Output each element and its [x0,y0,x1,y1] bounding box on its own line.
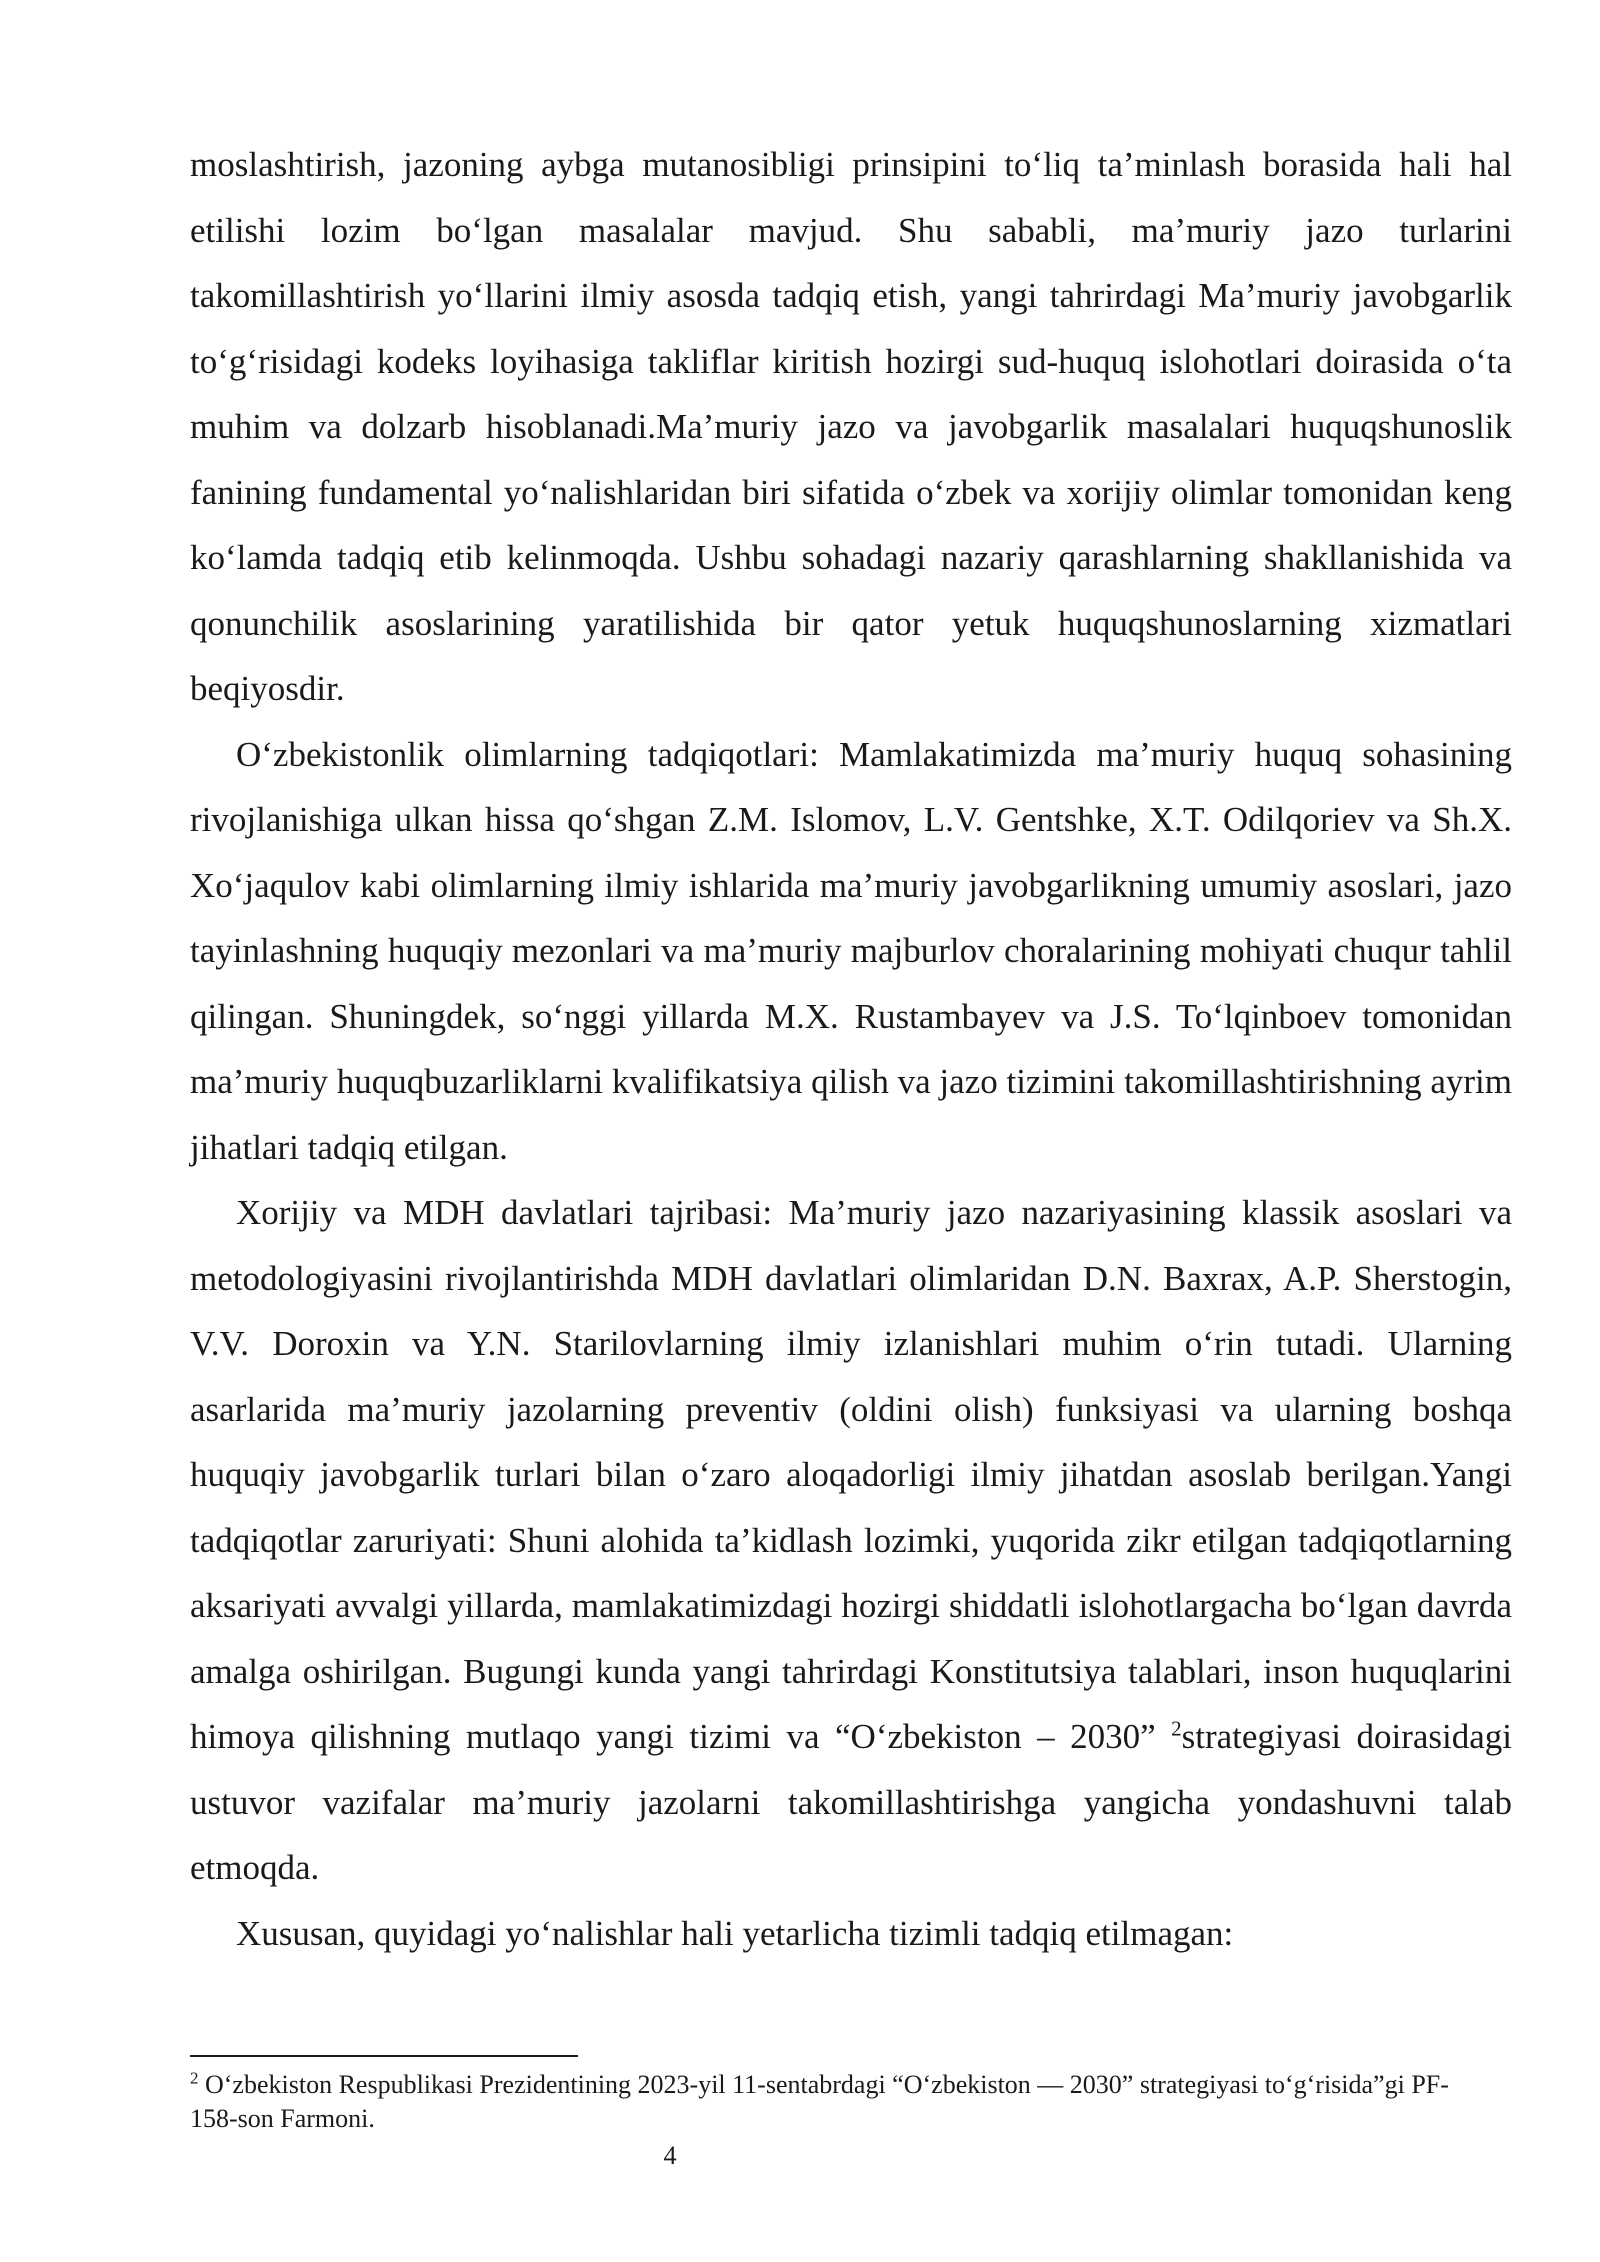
paragraph-uzbek-scholars: O‘zbekistonlik olimlarning tadqiqotlari: Mamlakatimizda ma’muriy huquq sohasining rivojlanishiga ulkan hissa qo‘shgan Z.M. Islomov, L.V. Gentshke, X.T. Odilqoriev va Sh.X. Xo‘jaqulov kabi olimlarning ilmiy ishlarida ma’muriy javobgarlikning umumiy asoslari, jazo tayinlashning huquqiy mezonlari va ma’muriy majburlov choralarining mohiyati chuqur tahlil qilingan. Shuningdek, so‘nggi yillarda M.X. Rustambayev va J.S. To‘lqinboev tomonidan ma’muriy huquqbuzarliklarni kvalifikatsiya qilish va jazo tizimini takomillashtirishning ayrim jihatlari tadqiq etilgan. [190,734,1512,1167]
paragraph-continuation: moslashtirish, jazoning aybga mutanosibligi prinsipini to‘liq ta’minlash borasida hali hal etilishi lozim bo‘lgan masalalar mavjud. Shu sababli, ma’muriy jazo turlarini takomillashtirish yo‘llarini ilmiy asosda tadqiq etish, yangi tahrirdagi Ma’muriy javobgarlik to‘g‘risidagi kodeks loyihasiga takliflar kiritish hozirgi sud-huquq islohotlari doirasida o‘ta muhim va dolzarb hisoblanadi.Ma’muriy jazo va javobgarlik masalalari huquqshunoslik fanining fundamental yo‘nalishlaridan biri sifatida o‘zbek va xorijiy olimlar tomonidan keng ko‘lamda tadqiq etib kelinmoqda. Ushbu sohadagi nazariy qarashlarning shakllanishida va qonunchilik asoslarining yaratilishida bir qator yetuk huquqshunoslarning xizmatlari beqiyosdir. [190,145,1512,708]
paragraph-research-gaps: Xususan, quyidagi yo‘nalishlar hali yetarlicha tizimli tadqiq etilmagan: [236,1913,1234,1953]
page-body [190,132,1512,1966]
footnote [190,2068,1470,2136]
page-number: 4 [663,2141,677,2170]
footnote-divider [190,2055,578,2057]
footnote-number: 2 [190,2068,199,2088]
footnote-text: O‘zbekiston Respublikasi Prezidentining 2023-yil 11-sentabrdagi “O‘zbekiston — 2030” strategiyasi to‘g‘risida”gi PF-158-son Farmoni. [190,2070,1449,2133]
paragraph-foreign-experience [190,1180,1512,1901]
paragraph-foreign-experience-part1: Xorijiy va MDH davlatlari tajribasi: Ma’muriy jazo nazariyasining klassik asoslari va metodologiyasini rivojlantirishda MDH davlatlari olimlaridan D.N. Baxrax, A.P. Sherstogin, V.V. Doroxin va Y.N. Starilovlarning ilmiy izlanishlari muhim o‘rin tutadi. Ularning asarlarida ma’muriy jazolarning preventiv (oldini olish) funksiyasi va ularning boshqa huquqiy javobgarlik turlari bilan o‘zaro aloqadorligi ilmiy jihatdan asoslab berilgan.Yangi tadqiqotlar zaruriyati: Shuni alohida ta’kidlash lozimki, yuqorida zikr etilgan tadqiqotlarning aksariyati avvalgi yillarda, mamlakatimizdagi hozirgi shiddatli islohotlargacha bo‘lgan davrda amalga oshirilgan. Bugungi kunda yangi tahrirdagi Konstitutsiya talablari, inson huquqlarini himoya qilishning mutlaqo yangi tizimi va “O‘zbekiston – 2030” [190,1193,1512,1756]
paragraph-foreign-experience-part2: strategiyasi doirasidagi ustuvor vazifalar ma’muriy jazolarni takomillashtirishga yangicha yondashuvni talab etmoqda. [190,1717,1513,1887]
footnote-reference[interactable]: 2 [1171,1716,1182,1741]
